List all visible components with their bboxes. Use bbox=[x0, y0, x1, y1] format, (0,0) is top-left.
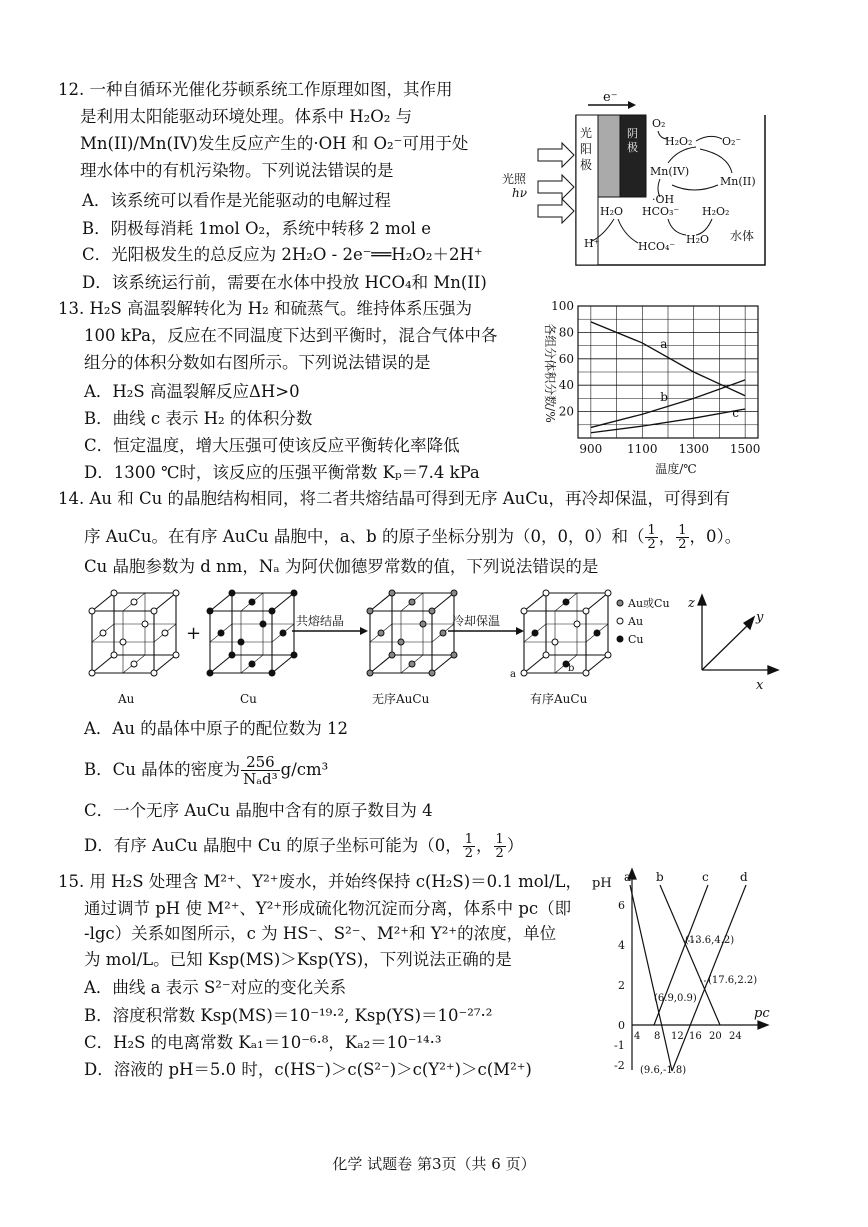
q14-option-d: D．有序 AuCu 晶胞中 Cu 的原子坐标可能为（0， $\frac{1}{2}$ ， $\frac{1}{2}$ ） bbox=[84, 832, 524, 861]
series-label-b: b bbox=[660, 390, 668, 405]
q14-line3: Cu 晶胞参数为 d nm，Nₐ 为阿伏伽德罗常数的值，下列说法错误的是 bbox=[84, 557, 599, 576]
chart-ylabel: 各组分体积分数/% bbox=[543, 323, 557, 423]
atom bbox=[521, 670, 527, 676]
atom bbox=[378, 630, 384, 636]
q14-line2-mid: ， bbox=[658, 527, 676, 546]
q15-option-d: D．溶液的 pH＝5.0 时，c(HS⁻)＞c(S²⁻)＞c(Y²⁺)＞c(M²⁺) bbox=[84, 1060, 532, 1079]
atom bbox=[120, 639, 126, 645]
page-footer: 化学 试题卷 第3页（共 6 页） bbox=[332, 1155, 536, 1173]
x-tick-4: 4 bbox=[634, 1031, 641, 1042]
mn2-label: Mn(II) bbox=[720, 175, 756, 188]
atom bbox=[451, 652, 457, 658]
x-tick: 1300 bbox=[678, 442, 709, 456]
atom bbox=[291, 652, 297, 658]
y-tick-neg2: -2 bbox=[614, 1059, 625, 1072]
graph-xlabel: pc bbox=[754, 1006, 770, 1021]
q13-option-c: C．恒定温度，增大压强可使该反应平衡转化率降低 bbox=[84, 436, 460, 455]
x-tick-16: 16 bbox=[689, 1031, 702, 1042]
y-tick: 40 bbox=[558, 378, 574, 393]
atom bbox=[367, 670, 373, 676]
legend bbox=[617, 597, 670, 646]
cathode-label: 阴极 bbox=[627, 127, 638, 154]
q14-option-c: C．一个无序 AuCu 晶胞中含有的原子数目为 4 bbox=[84, 801, 433, 820]
q14-line2-pre: 序 AuCu。在有序 AuCu 晶胞中，a、b 的原子坐标分别为（0，0，0）和（ bbox=[84, 527, 645, 546]
q14-line1: 14. Au 和 Cu 的晶胞结构相同，将二者共熔结晶可得到无序 AuCu，再冷却保温，可得到有 bbox=[58, 489, 731, 508]
y-tick: 20 bbox=[558, 404, 574, 419]
point-b-label: b bbox=[568, 663, 575, 674]
atom bbox=[142, 621, 148, 627]
atom bbox=[207, 608, 213, 614]
atom bbox=[238, 639, 244, 645]
half-fraction-4: $\frac{1}{2}$ bbox=[495, 832, 504, 861]
ordered-aucu-cell bbox=[521, 590, 611, 676]
atom bbox=[420, 621, 426, 627]
oh-label: ·OH bbox=[652, 193, 675, 206]
electron-label: e⁻ bbox=[603, 90, 618, 105]
x-tick: 1500 bbox=[729, 442, 761, 456]
atom bbox=[89, 670, 95, 676]
hv-label: hν bbox=[512, 186, 528, 200]
q14-optd-post: ） bbox=[506, 836, 524, 855]
q13-option-b: B．曲线 c 表示 H₂ 的体积分数 bbox=[84, 409, 313, 428]
y-tick-4: 4 bbox=[618, 939, 625, 952]
light-arrows bbox=[538, 143, 574, 223]
arrow-label-cooling: 冷却保温 bbox=[452, 614, 501, 628]
atom bbox=[605, 590, 611, 596]
crystal-cells-figure bbox=[80, 585, 780, 710]
atom bbox=[291, 590, 297, 596]
x-tick-20: 20 bbox=[709, 1031, 722, 1042]
point-13-6-label: (13.6,4.2) bbox=[685, 935, 735, 946]
legend-aucu: Au或Cu bbox=[628, 597, 670, 610]
curve-b-label: b bbox=[656, 870, 664, 884]
q13-line1: 13. H₂S 高温裂解转化为 H₂ 和硫蒸气。维持体系压强为 bbox=[58, 299, 473, 318]
curve-a bbox=[630, 885, 672, 1071]
q15-option-c: C．H₂S 的电离常数 Kₐ₁＝10⁻⁶·⁸，Kₐ₂＝10⁻¹⁴·³ bbox=[84, 1033, 442, 1052]
y-tick-0: 0 bbox=[618, 1019, 625, 1032]
mn4-label: Mn(IV) bbox=[650, 165, 690, 178]
atom bbox=[532, 630, 538, 636]
atom bbox=[389, 590, 395, 596]
q13-option-a: A．H₂S 高温裂解反应ΔH>0 bbox=[84, 382, 300, 401]
y-tick-6: 6 bbox=[618, 899, 625, 912]
atom bbox=[218, 630, 224, 636]
q15-option-a: A．曲线 a 表示 S²⁻对应的变化关系 bbox=[84, 978, 347, 997]
q14-optb-pre: B．Cu 晶体的密度为 bbox=[84, 760, 241, 779]
atom bbox=[207, 670, 213, 676]
atom bbox=[398, 639, 404, 645]
y-tick: 60 bbox=[558, 351, 574, 366]
atom bbox=[89, 608, 95, 614]
q15-line1: 15. 用 H₂S 处理含 M²⁺、Y²⁺废水，并始终保持 c(H₂S)＝0.1 mol/L， bbox=[58, 872, 582, 891]
q14-optd-pre: D．有序 AuCu 晶胞中 Cu 的原子坐标可能为（0， bbox=[84, 836, 462, 855]
q14-line2-post: ，0）。 bbox=[689, 527, 742, 546]
disordered-aucu-cell bbox=[367, 590, 457, 676]
half-fraction-1: $\frac{1}{2}$ bbox=[647, 523, 656, 552]
y-tick-neg1: -1 bbox=[614, 1039, 625, 1052]
legend-au: Au bbox=[628, 615, 644, 628]
half-fraction-2: $\frac{1}{2}$ bbox=[678, 523, 687, 552]
atom bbox=[280, 630, 286, 636]
atom bbox=[249, 599, 255, 605]
caption-cu: Cu bbox=[240, 692, 257, 706]
x-tick-8: 8 bbox=[654, 1031, 661, 1042]
q14-option-b bbox=[84, 750, 328, 790]
atom bbox=[409, 661, 415, 667]
atom bbox=[269, 608, 275, 614]
atom bbox=[563, 599, 569, 605]
legend-cu: Cu bbox=[628, 633, 644, 646]
q12-line4: 理水体中的有机污染物。下列说法错误的是 bbox=[80, 161, 394, 180]
curve-b bbox=[660, 885, 720, 1025]
atom bbox=[429, 608, 435, 614]
volume-fraction-chart bbox=[528, 298, 768, 478]
caption-disordered: 无序AuCu bbox=[372, 692, 430, 706]
point-9-6-label: (9.6,-1.8) bbox=[640, 1065, 687, 1076]
q12-option-b: B．阴极每消耗 1mol O₂，系统中转移 2 mol e bbox=[82, 219, 431, 238]
atom bbox=[605, 652, 611, 658]
atom bbox=[543, 590, 549, 596]
curve-c-label: c bbox=[702, 870, 709, 884]
h2o2-right-label: H₂O₂ bbox=[702, 205, 730, 218]
atom bbox=[451, 590, 457, 596]
atom bbox=[151, 608, 157, 614]
atom bbox=[389, 652, 395, 658]
atom bbox=[162, 630, 168, 636]
q15-option-b: B．溶度积常数 Ksp(MS)＝10⁻¹⁹·², Ksp(YS)＝10⁻²⁷·² bbox=[84, 1006, 493, 1025]
atom bbox=[173, 652, 179, 658]
hplus-label: H⁺ bbox=[584, 237, 600, 250]
q12-line3: Mn(II)/Mn(IV)发生反应产生的·OH 和 O₂⁻可用于处 bbox=[80, 134, 469, 153]
curve-d-label: d bbox=[740, 870, 748, 884]
au-cell bbox=[89, 590, 179, 676]
atom bbox=[429, 670, 435, 676]
hco4-label: HCO₄⁻ bbox=[638, 240, 676, 253]
q12-option-a: A．该系统可以看作是光能驱动的电解过程 bbox=[82, 191, 391, 210]
q14-optb-post: g/cm³ bbox=[280, 760, 329, 779]
atom bbox=[151, 670, 157, 676]
h2o2-top-label: H₂O₂ bbox=[665, 135, 693, 148]
atom bbox=[131, 661, 137, 667]
point-a-label: a bbox=[510, 669, 516, 680]
x-tick-12: 12 bbox=[671, 1031, 684, 1042]
atom bbox=[260, 621, 266, 627]
point-17-6-label: (17.6,2.2) bbox=[708, 975, 758, 986]
atom bbox=[111, 652, 117, 658]
cu-cell bbox=[207, 590, 297, 676]
atom bbox=[552, 639, 558, 645]
atom bbox=[100, 630, 106, 636]
atom bbox=[574, 621, 580, 627]
light-label: 光照 bbox=[502, 172, 527, 186]
atom bbox=[131, 599, 137, 605]
series-label-c: c bbox=[732, 405, 740, 420]
o2-label: O₂ bbox=[652, 117, 666, 130]
q12-option-c: C．光阳极发生的总反应为 2H₂O - 2e⁻══H₂O₂＋2H⁺ bbox=[82, 245, 483, 264]
atom bbox=[367, 608, 373, 614]
atom bbox=[543, 652, 549, 658]
density-fraction: $\frac{256}{\text{Nₐd³}}$ bbox=[243, 753, 278, 788]
q12-option-d: D．该系统运行前，需要在水体中投放 HCO₄和 Mn(II) bbox=[82, 273, 487, 292]
axis-x-label: x bbox=[756, 678, 764, 693]
anode-label: 光阳极 bbox=[580, 126, 593, 172]
x-tick: 1100 bbox=[627, 442, 658, 456]
atom bbox=[269, 670, 275, 676]
caption-ordered: 有序AuCu bbox=[530, 692, 588, 706]
axis-y-label: y bbox=[756, 610, 764, 625]
q13-option-d: D．1300 ℃时，该反应的压强平衡常数 Kₚ＝7.4 kPa bbox=[84, 463, 480, 482]
ph-pc-graph bbox=[588, 865, 778, 1080]
atom bbox=[583, 608, 589, 614]
plus-sign: + bbox=[186, 623, 202, 644]
atom bbox=[409, 599, 415, 605]
atom bbox=[583, 670, 589, 676]
atom bbox=[111, 590, 117, 596]
o2-minus-label: O₂⁻ bbox=[722, 135, 742, 148]
photocatalytic-fenton-diagram bbox=[500, 85, 770, 270]
q15-line4: 为 mol/L。已知 Ksp(MS)＞Ksp(YS)，下列说法正确的是 bbox=[84, 950, 512, 969]
h2o-left-label: H₂O bbox=[600, 205, 624, 218]
atom bbox=[249, 661, 255, 667]
atom bbox=[594, 630, 600, 636]
water-label: 水体 bbox=[730, 229, 755, 243]
q15-line2: 通过调节 pH 使 M²⁺、Y²⁺形成硫化物沉淀而分离，体系中 pc（即 bbox=[84, 899, 572, 918]
half-fraction-3: $\frac{1}{2}$ bbox=[464, 832, 474, 861]
q12-line2: 是利用太阳能驱动环境处理。体系中 H₂O₂ 与 bbox=[80, 107, 413, 126]
x-tick: 900 bbox=[579, 442, 603, 456]
atom bbox=[173, 590, 179, 596]
q14-option-a: A．Au 的晶体中原子的配位数为 12 bbox=[84, 719, 348, 738]
y-tick: 80 bbox=[558, 325, 574, 340]
point-6-9-label: (6.9,0.9) bbox=[654, 993, 697, 1004]
xyz-axes bbox=[698, 595, 778, 674]
x-tick-24: 24 bbox=[729, 1031, 742, 1042]
q15-line3: -lgc）关系如图所示，c 为 HS⁻、S²⁻、M²⁺和 Y²⁺的浓度，单位 bbox=[84, 924, 557, 943]
curve-c bbox=[654, 885, 708, 1025]
chart-xlabel: 温度/℃ bbox=[655, 462, 697, 476]
q13-line3: 组分的体积分数如右图所示。下列说法错误的是 bbox=[84, 353, 431, 372]
y-tick: 100 bbox=[551, 299, 574, 313]
arrow-label-cocrystal: 共熔结晶 bbox=[296, 614, 345, 628]
y-tick-2: 2 bbox=[618, 979, 625, 992]
hco3-label: HCO₃⁻ bbox=[642, 205, 680, 218]
caption-au: Au bbox=[118, 692, 135, 706]
axis-z-label: z bbox=[688, 596, 695, 611]
atom bbox=[229, 652, 235, 658]
q12-line1: 12. 一种自循环光催化芬顿系统工作原理如图，其作用 bbox=[58, 80, 453, 99]
curve-a-label: a bbox=[624, 870, 632, 884]
q13-line2: 100 kPa，反应在不同温度下达到平衡时，混合气体中各 bbox=[84, 326, 498, 345]
atom bbox=[229, 590, 235, 596]
atom bbox=[440, 630, 446, 636]
series-label-a: a bbox=[660, 337, 668, 352]
q14-line2 bbox=[84, 522, 741, 552]
atom bbox=[521, 608, 527, 614]
graph-ylabel: pH bbox=[592, 876, 612, 891]
h2o-bottom-label: H₂O bbox=[686, 233, 710, 246]
